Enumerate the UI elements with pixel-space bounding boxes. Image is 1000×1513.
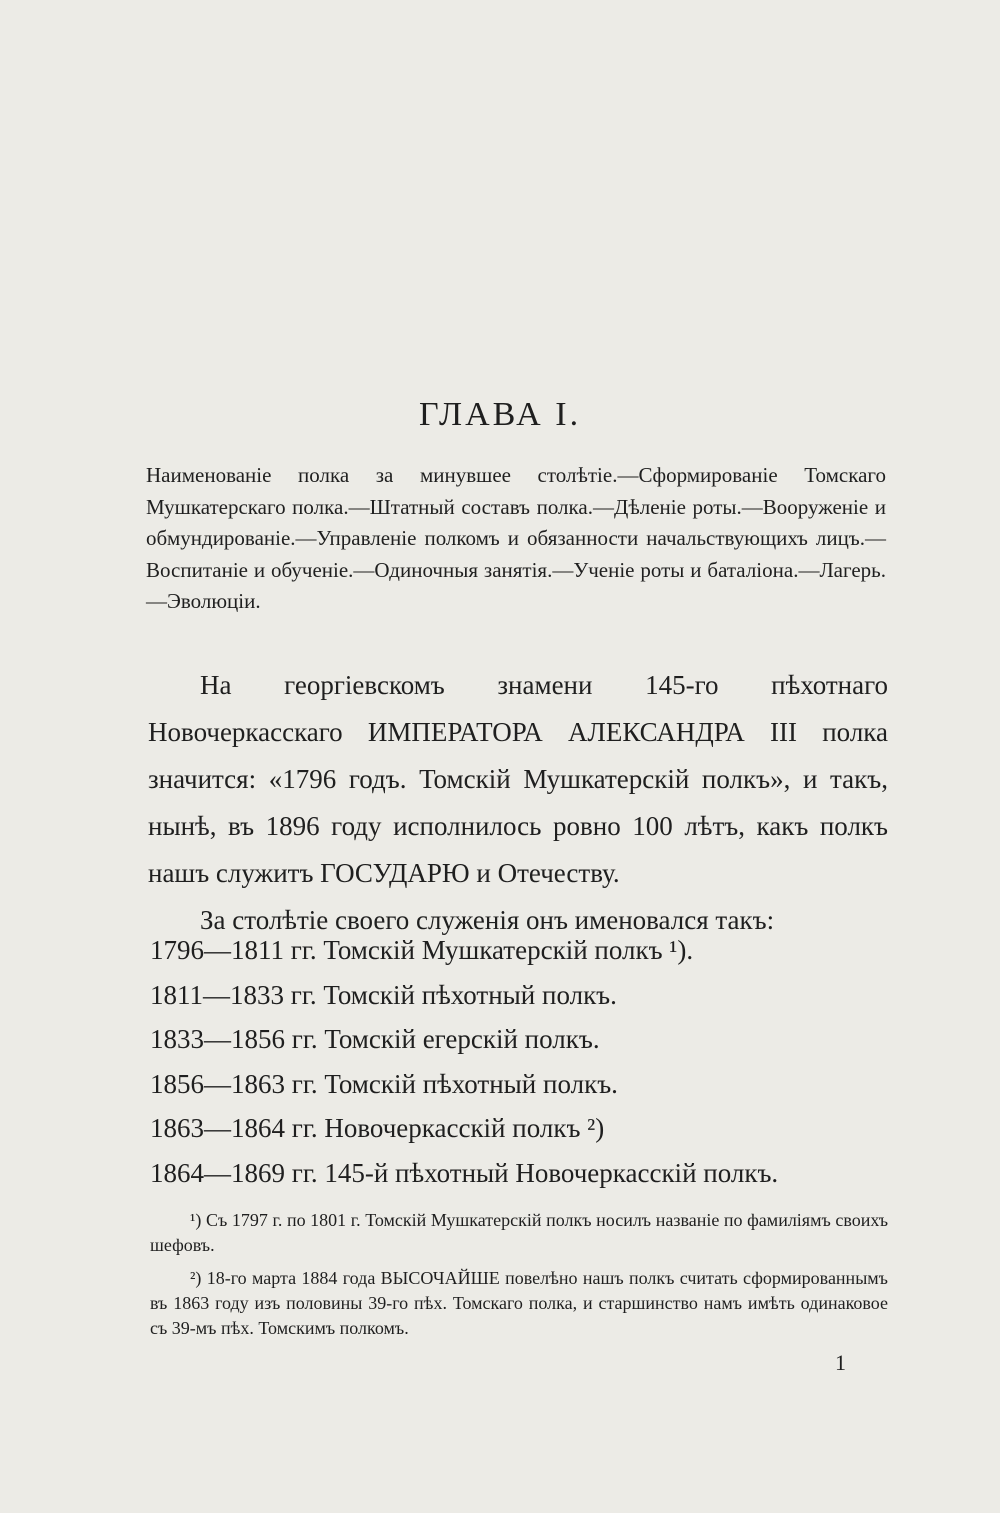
list-item: 1811—1833 гг. Томскій пѣхотный полкъ. [150, 979, 617, 1010]
footnote-1: ¹) Съ 1797 г. по 1801 г. Томскій Мушкатерскій полкъ носилъ названіе по фамиліямъ своихъ шефовъ. [150, 1210, 888, 1255]
list-item: 1796—1811 гг. Томскій Мушкатерскій полкъ ¹). [150, 935, 694, 965]
list-item: 1863—1864 гг. Новочеркасскій полкъ ²) [150, 1113, 605, 1144]
chapter-summary: Наименованіе полка за минувшее столѣтіе.—Сформированіе Томскаго Мушкатерскаго полка.—Штатный составъ полка.—Дѣленіе роты.—Вооруженіе и обмундированіе.—Управленіе полкомъ и обязанности начальствующихъ лицъ.—Воспитаніе и обученіе.—Одиночныя занятія.—Ученіе роты и баталіона.—Лагерь.—Эволюціи. [146, 463, 886, 613]
list-item: 1856—1863 гг. Томскій пѣхотный полкъ. [150, 1068, 618, 1099]
paragraph-names-intro: За столѣтіе своего служенія онъ именовался такъ: [200, 905, 775, 935]
page-number: 1 [835, 1350, 846, 1375]
regiment-names-list [150, 928, 890, 1196]
footnotes [150, 1208, 888, 1349]
list-item: 1833—1856 гг. Томскій егерскій полкъ. [150, 1024, 600, 1055]
paragraph-banner: На георгіевскомъ знамени 145-го пѣхотнаго Новочеркасскаго ИМПЕРАТОРА АЛЕКСАНДРА III полка значится: «1796 годъ. Томскій Мушкатерскій полкъ», и такъ, нынѣ, въ 1896 году исполнилось ровно 100 лѣтъ, какъ полкъ нашъ служитъ ГОСУДАРЮ и Отечеству. [148, 670, 888, 888]
list-item: 1864—1869 гг. 145-й пѣхотный Новочеркасскій полкъ. [150, 1157, 779, 1188]
footnote-2: ²) 18-го марта 1884 года ВЫСОЧАЙШЕ повелѣно нашъ полкъ считать сформированнымъ въ 1863 году изъ половины 39-го пѣх. Томскаго полка, и старшинство намъ имѣть одинаковое съ 39-мъ пѣх. Томскимъ полкомъ. [150, 1268, 888, 1338]
main-text [148, 662, 888, 944]
chapter-title: ГЛАВА I. [418, 396, 582, 433]
